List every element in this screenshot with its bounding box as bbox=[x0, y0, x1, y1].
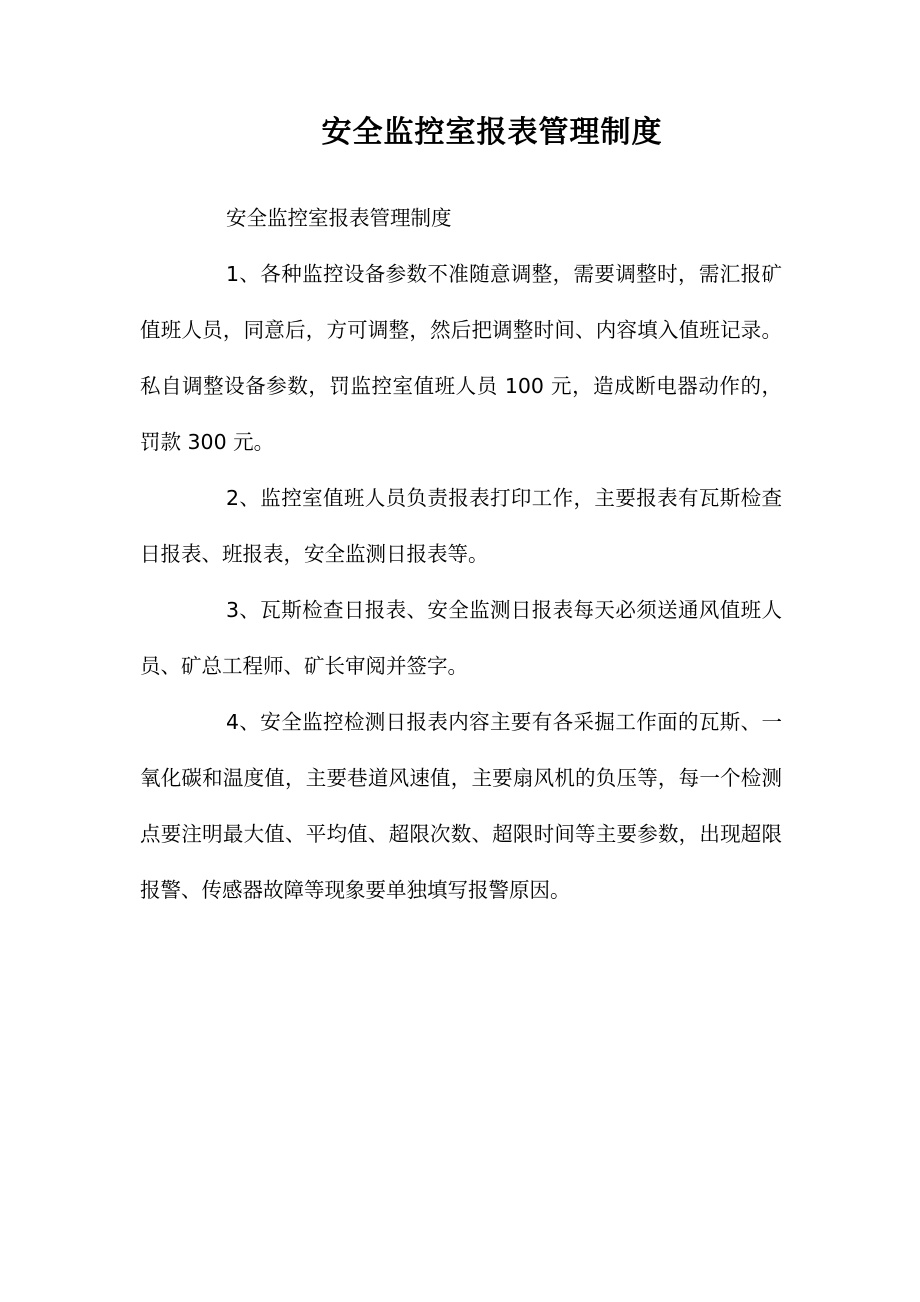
document-subtitle: 安全监控室报表管理制度 bbox=[226, 206, 452, 230]
paragraph-1: 1、各种监控设备参数不准随意调整，需要调整时，需汇报矿值班人员，同意后，方可调整，然后把调整时间、内容填入值班记录。私自调整设备参数，罚监控室值班人员 100 元，造成断电器动作的，罚款 300 元。 bbox=[140, 262, 782, 454]
document-body bbox=[140, 190, 782, 918]
document-title: 安全监控室报表管理制度 bbox=[321, 115, 663, 150]
paragraph-4: 4、安全监控检测日报表内容主要有各采掘工作面的瓦斯、一氧化碳和温度值，主要巷道风速值，主要扇风机的负压等，每一个检测点要注明最大值、平均值、超限次数、超限时间等主要参数，出现超限报警、传感器故障等现象要单独填写报警原因。 bbox=[140, 710, 782, 902]
paragraph-2: 2、监控室值班人员负责报表打印工作，主要报表有瓦斯检查日报表、班报表，安全监测日报表等。 bbox=[140, 486, 782, 566]
paragraph-3: 3、瓦斯检查日报表、安全监测日报表每天必须送通风值班人员、矿总工程师、矿长审阅并签字。 bbox=[140, 598, 782, 678]
